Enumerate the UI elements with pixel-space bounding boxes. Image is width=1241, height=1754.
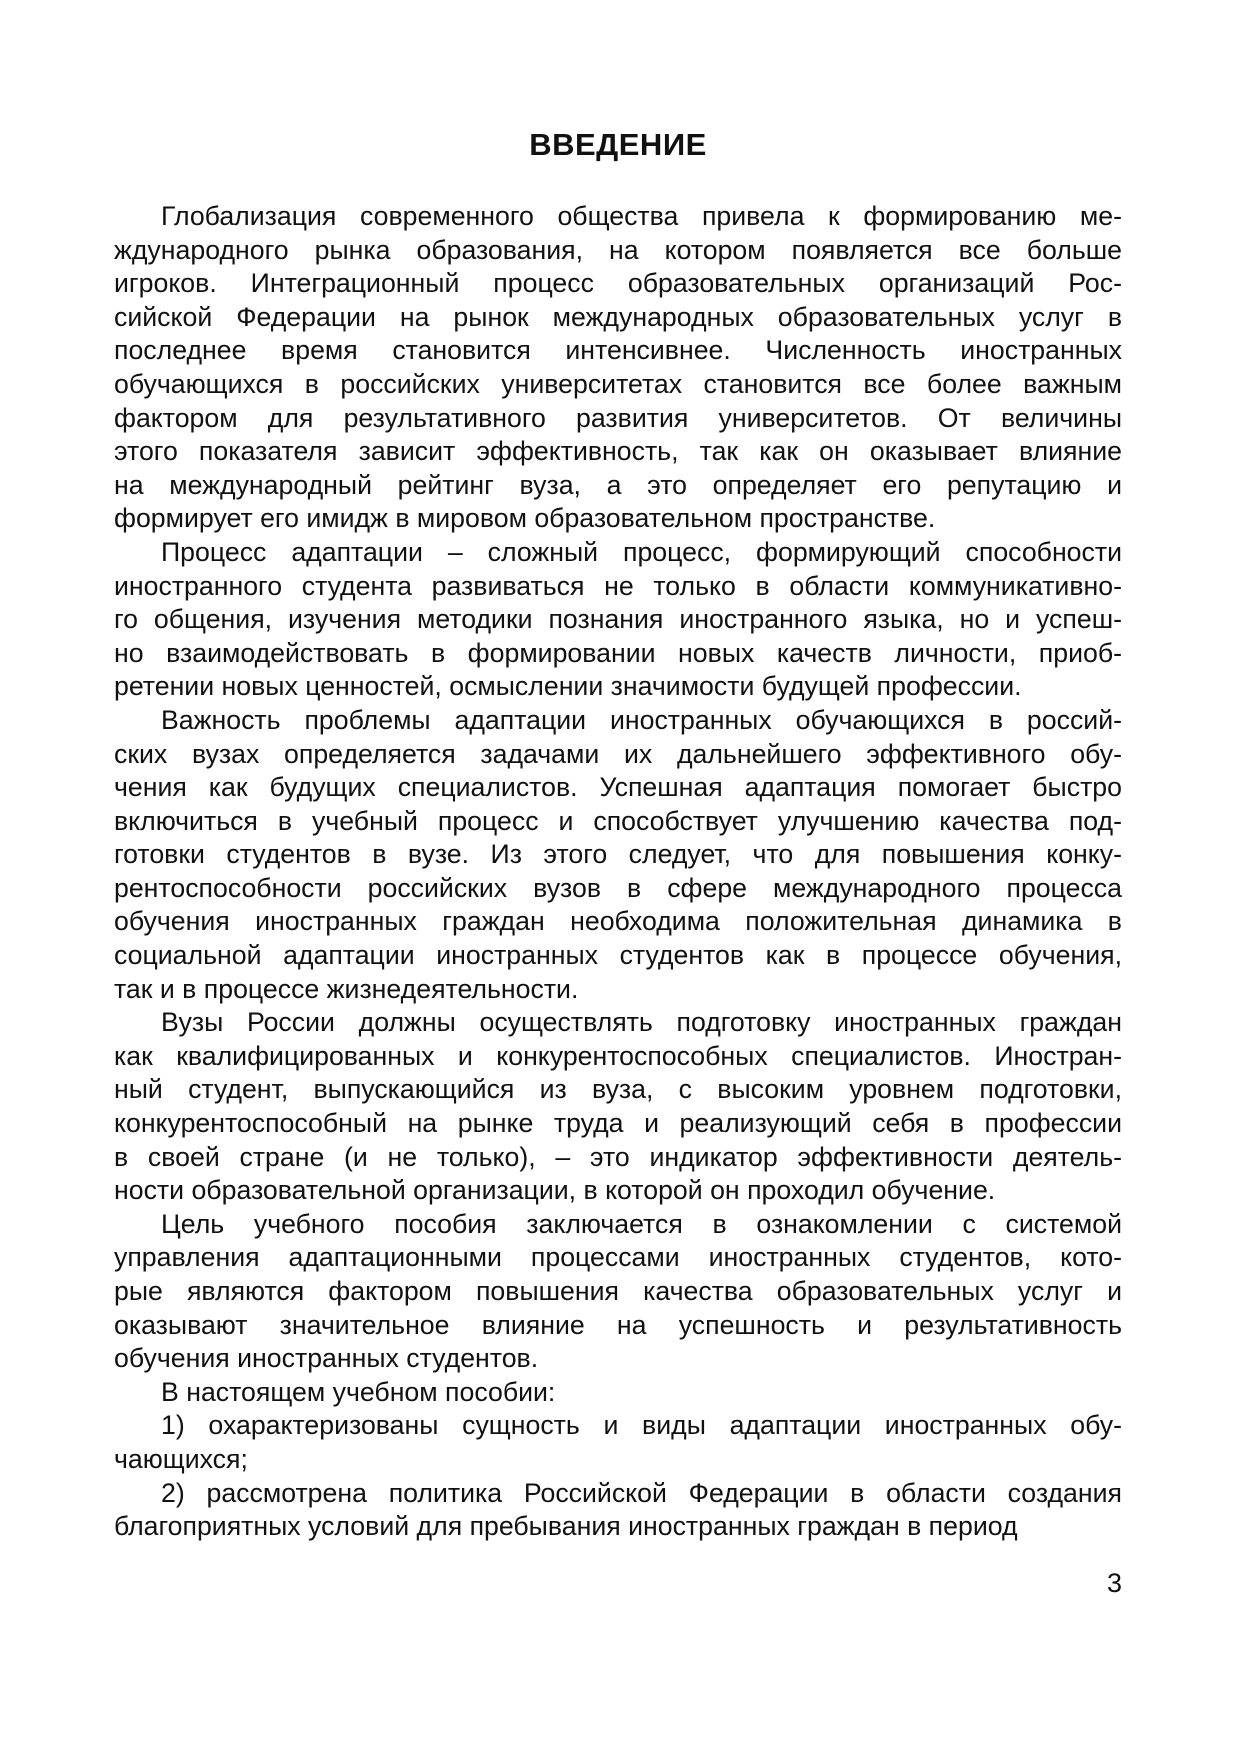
text-line: обучения иностранных граждан необходима положительная динамика в	[114, 906, 1122, 937]
text-line: конкурентоспособный на рынке труда и реализующий себя в профессии	[114, 1108, 1122, 1139]
page-number: 3	[1106, 1568, 1122, 1598]
text-line: так и в процессе жизнедеятельности.	[114, 973, 579, 1004]
text-line: Глобализация современного общества привела к формированию ме-	[161, 201, 1122, 231]
text-line: чающихся;	[114, 1443, 248, 1474]
text-line: В настоящем учебном пособии:	[161, 1376, 556, 1407]
text-line: рентоспособности российских вузов в сфере международного процесса	[114, 872, 1122, 903]
text-line: рые являются фактором повышения качества образовательных услуг и	[114, 1276, 1122, 1306]
text-line: Вузы России должны осуществлять подготовку иностранных граждан	[161, 1007, 1122, 1038]
text-line: 2) рассмотрена политика Российской Федерации в области создания	[161, 1477, 1122, 1508]
text-line: обучения иностранных студентов.	[114, 1343, 539, 1374]
text-line: на международный рейтинг вуза, а это определяет его репутацию и	[114, 469, 1122, 500]
text-line: Цель учебного пособия заключается в ознакомлении с системой	[161, 1208, 1122, 1239]
text-line: иностранного студента развиваться не только в области коммуникативно-	[114, 570, 1122, 601]
text-line: готовки студентов в вузе. Из этого следует, что для повышения конку-	[114, 839, 1122, 870]
body-text	[114, 200, 1122, 1544]
text-line: ности образовательной организации, в которой он проходил обучение.	[114, 1175, 996, 1206]
text-line: управления адаптационными процессами иностранных студентов, кото-	[114, 1242, 1122, 1273]
text-line: как квалифицированных и конкурентоспособных специалистов. Иностран-	[114, 1040, 1122, 1071]
text-line: включиться в учебный процесс и способствует улучшению качества под-	[114, 805, 1122, 836]
text-line: го общения, изучения методики познания иностранного языка, но и успеш-	[114, 604, 1122, 635]
text-line: Процесс адаптации – сложный процесс, формирующий способности	[161, 536, 1122, 567]
text-line: Важность проблемы адаптации иностранных обучающихся в россий-	[161, 704, 1122, 735]
page-title: ВВЕДЕНИЕ	[529, 127, 707, 162]
text-line: игроков. Интеграционный процесс образовательных организаций Рос-	[114, 268, 1122, 299]
text-line: сийской Федерации на рынок международных образовательных услуг в	[114, 301, 1122, 332]
text-line: чения как будущих специалистов. Успешная адаптация помогает быстро	[114, 772, 1122, 803]
text-line: ный студент, выпускающийся из вуза, с высоким уровнем подготовки,	[114, 1074, 1122, 1105]
text-line: этого показателя зависит эффективность, так как он оказывает влияние	[114, 436, 1122, 467]
text-line: фактором для результативного развития университетов. От величины	[114, 402, 1122, 433]
text-line: в своей стране (и не только), – это индикатор эффективности деятель-	[114, 1141, 1122, 1172]
text-line: благоприятных условий для пребывания иностранных граждан в период	[114, 1511, 1018, 1542]
text-line: обучающихся в российских университетах становится все более важным	[114, 368, 1122, 399]
text-line: оказывают значительное влияние на успешность и результативность	[114, 1309, 1122, 1340]
text-line: ских вузах определяется задачами их дальнейшего эффективного обу-	[114, 738, 1122, 769]
text-line: но взаимодействовать в формировании новых качеств личности, приоб-	[114, 637, 1122, 668]
text-line: ретении новых ценностей, осмыслении значимости будущей профессии.	[114, 671, 1022, 702]
text-line: 1) охарактеризованы сущность и виды адаптации иностранных обу-	[161, 1410, 1122, 1441]
text-line: последнее время становится интенсивнее. Численность иностранных	[114, 335, 1122, 366]
text-line: формирует его имидж в мировом образовательном пространстве.	[114, 503, 936, 534]
text-line: ждународного рынка образования, на котором появляется все больше	[114, 234, 1122, 265]
text-line: социальной адаптации иностранных студентов как в процессе обучения,	[114, 940, 1122, 971]
